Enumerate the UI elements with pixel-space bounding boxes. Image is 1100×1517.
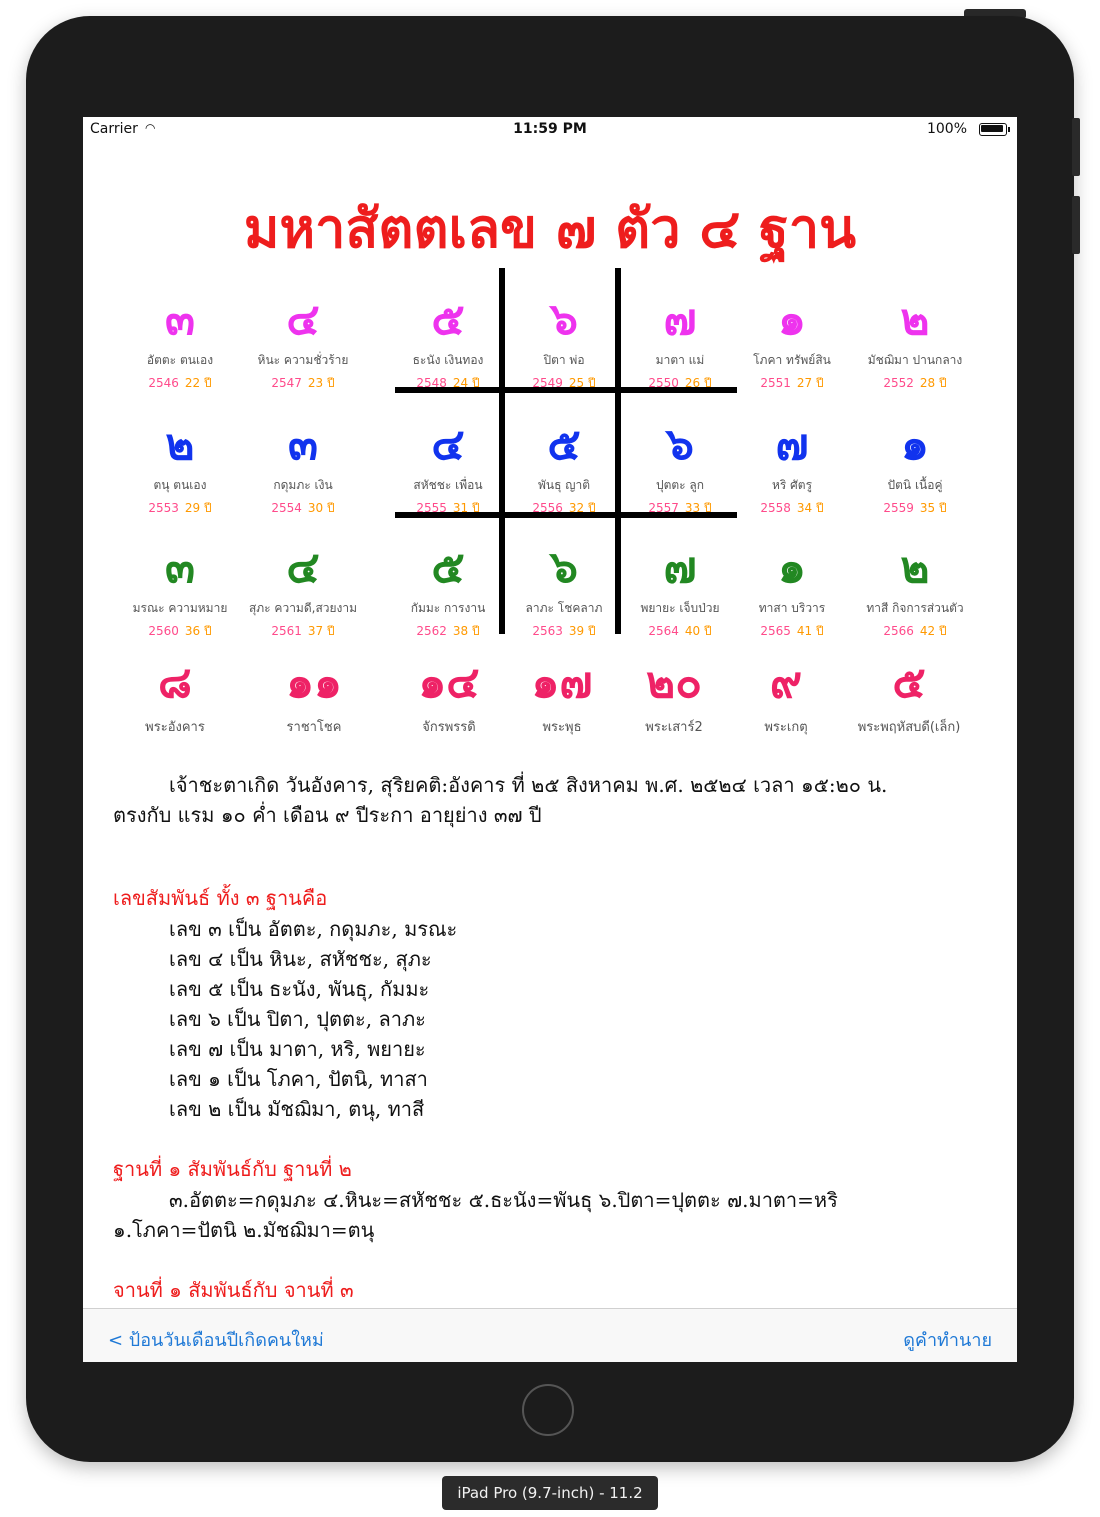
cell-number: ๔ xyxy=(431,419,465,470)
view-prediction-button[interactable]: ดูคำทำนาย xyxy=(903,1330,992,1351)
cell-age: 41 ปี xyxy=(796,624,824,638)
cell-year-age xyxy=(620,374,740,393)
birth-line-1: เจ้าชะตาเกิด วันอังคาร, สุริยคติ:อังคาร ที่ ๒๕ สิงหาคม พ.ศ. ๒๕๒๔ เวลา ๑๕:๒๐ น. xyxy=(169,773,888,797)
cell-year-age xyxy=(855,499,975,518)
cell-number: ๓ xyxy=(164,542,196,593)
planet-cell xyxy=(110,658,240,737)
grid-cell xyxy=(732,543,852,641)
cell-age: 33 ปี xyxy=(684,501,712,515)
cell-age: 34 ปี xyxy=(796,501,824,515)
cell-age: 25 ปี xyxy=(568,376,596,390)
cell-number: ๕ xyxy=(431,294,465,345)
planet-cell xyxy=(249,658,379,737)
cell-age: 31 ปี xyxy=(452,501,480,515)
relation-line: เลข ๗ เป็น มาตา, หริ, พยายะ xyxy=(169,1037,426,1061)
relation-line: เลข ๓ เป็น อัตตะ, กดุมภะ, มรณะ xyxy=(169,917,458,941)
cell-number: ๗ xyxy=(775,419,809,470)
planet-number: ๑๔ xyxy=(418,657,480,708)
cell-age: 37 ปี xyxy=(307,624,335,638)
planet-cell xyxy=(844,658,974,737)
planet-cell xyxy=(497,658,627,737)
cell-year-age xyxy=(243,622,363,641)
grid-cell xyxy=(120,543,240,641)
base13-heading: จานที่ ๑ สัมพันธ์กับ จานที่ ๓ xyxy=(113,1278,354,1302)
grid-cell xyxy=(388,543,508,641)
planet-number: ๕ xyxy=(892,657,926,708)
cell-label: ตนุ ตนเอง xyxy=(153,478,207,492)
cell-year: 2546 xyxy=(148,376,179,390)
cell-age: 36 ปี xyxy=(184,624,212,638)
cell-age: 42 ปี xyxy=(919,624,947,638)
cell-number: ๒ xyxy=(165,419,195,470)
cell-year-age xyxy=(732,499,852,518)
planet-cell xyxy=(609,658,739,737)
cell-label: ธะนัง เงินทอง xyxy=(412,353,484,367)
grid-cell xyxy=(620,543,740,641)
grid-cell xyxy=(855,543,975,641)
home-button[interactable] xyxy=(522,1384,574,1436)
cell-year: 2557 xyxy=(648,501,679,515)
cell-year: 2562 xyxy=(416,624,447,638)
cell-year: 2554 xyxy=(271,501,302,515)
cell-label: มาตา แม่ xyxy=(655,353,705,367)
cell-year: 2559 xyxy=(883,501,914,515)
planet-number: ๑๑ xyxy=(286,657,342,708)
cell-number: ๓ xyxy=(287,419,319,470)
cell-number: ๓ xyxy=(164,294,196,345)
cell-age: 22 ปี xyxy=(184,376,212,390)
cell-year-age xyxy=(855,374,975,393)
cell-number: ๑ xyxy=(778,294,806,345)
bottom-toolbar xyxy=(83,1308,1017,1362)
planet-number: ๙ xyxy=(769,657,803,708)
relation-line: เลข ๕ เป็น ธะนัง, พันธุ, กัมมะ xyxy=(169,977,430,1001)
cell-number: ๒ xyxy=(900,294,930,345)
wifi-icon: ◠ xyxy=(145,121,156,135)
cell-year: 2549 xyxy=(532,376,563,390)
device-caption: iPad Pro (9.7-inch) - 11.2 xyxy=(442,1476,658,1510)
planet-label: พระอังคาร xyxy=(145,720,205,735)
cell-year-age xyxy=(120,622,240,641)
cell-year: 2553 xyxy=(148,501,179,515)
planet-cell xyxy=(721,658,851,737)
scroll-content[interactable] xyxy=(83,141,1017,1308)
cell-year-age xyxy=(855,622,975,641)
grid-cell xyxy=(504,420,624,518)
cell-year: 2547 xyxy=(271,376,302,390)
cell-year: 2565 xyxy=(760,624,791,638)
planet-label: พระพุธ xyxy=(542,720,582,735)
cell-number: ๗ xyxy=(663,542,697,593)
grid-cell xyxy=(504,543,624,641)
cell-year: 2550 xyxy=(648,376,679,390)
birth-line-2: ตรงกับ แรม ๑๐ ค่ำ เดือน ๙ ปีระกา อายุย่าง ๓๗ ปี xyxy=(113,803,542,827)
cell-number: ๑ xyxy=(778,542,806,593)
cell-age: 30 ปี xyxy=(307,501,335,515)
page-title: มหาสัตตเลข ๗ ตัว ๔ ฐาน xyxy=(243,196,857,260)
grid-cell xyxy=(620,420,740,518)
volume-up-button xyxy=(1072,118,1080,176)
cell-age: 35 ปี xyxy=(919,501,947,515)
cell-year: 2555 xyxy=(416,501,447,515)
cell-year-age xyxy=(504,622,624,641)
volume-down-button xyxy=(1072,196,1080,254)
grid-cell xyxy=(388,295,508,393)
cell-number: ๒ xyxy=(900,542,930,593)
cell-label: กดุมภะ เงิน xyxy=(273,478,333,492)
cell-age: 40 ปี xyxy=(684,624,712,638)
cell-year-age xyxy=(620,499,740,518)
cell-label: พยายะ เจ็บป่วย xyxy=(640,601,720,615)
cell-year-age xyxy=(732,622,852,641)
cell-label: สุภะ ความดี,สวยงาม xyxy=(248,601,358,615)
cell-label: ปุตตะ ลูก xyxy=(655,478,705,492)
cell-year-age xyxy=(504,374,624,393)
grid-cell xyxy=(388,420,508,518)
cell-number: ๗ xyxy=(663,294,697,345)
planet-label: พระเกตุ xyxy=(764,720,808,735)
grid-cell xyxy=(504,295,624,393)
cell-label: ปัตนิ เนื้อคู่ xyxy=(887,478,943,492)
relation-line: เลข ๑ เป็น โภคา, ปัตนิ, ทาสา xyxy=(169,1067,428,1091)
cell-year-age xyxy=(243,499,363,518)
grid-cell xyxy=(120,420,240,518)
cell-year: 2552 xyxy=(883,376,914,390)
planet-number: ๘ xyxy=(158,657,192,708)
cell-year: 2551 xyxy=(760,376,791,390)
cell-year: 2563 xyxy=(532,624,563,638)
cell-label: สหัชชะ เพื่อน xyxy=(413,478,483,492)
cell-label: อัตตะ ตนเอง xyxy=(146,353,214,367)
cell-year: 2566 xyxy=(883,624,914,638)
cell-age: 39 ปี xyxy=(568,624,596,638)
carrier-label: Carrier xyxy=(90,121,138,137)
relation-heading: เลขสัมพันธ์ ทั้ง ๓ ฐานคือ xyxy=(113,886,328,910)
base12-line-2: ๑.โภคา=ปัตนิ ๒.มัชฌิมา=ตนุ xyxy=(113,1218,375,1242)
cell-number: ๔ xyxy=(286,294,320,345)
cell-label: โภคา ทรัพย์สิน xyxy=(753,353,831,367)
cell-year: 2561 xyxy=(271,624,302,638)
cell-label: ทาสา บริวาร xyxy=(758,601,826,615)
relation-line: เลข ๔ เป็น หินะ, สหัชชะ, สุภะ xyxy=(169,947,432,971)
grid-cell xyxy=(243,295,363,393)
cell-year-age xyxy=(120,374,240,393)
cell-year: 2564 xyxy=(648,624,679,638)
cell-label: มรณะ ความหมาย xyxy=(132,601,228,615)
planet-number: ๒๐ xyxy=(646,657,702,708)
planet-label: ราชาโชค xyxy=(286,720,342,735)
cell-label: ทาสี กิจการส่วนตัว xyxy=(866,601,964,615)
cell-age: 27 ปี xyxy=(796,376,824,390)
status-bar xyxy=(83,117,1017,141)
battery-icon xyxy=(979,123,1007,136)
cell-label: ปิตา พ่อ xyxy=(543,353,585,367)
grid-cell xyxy=(243,543,363,641)
cell-number: ๖ xyxy=(550,294,578,345)
grid-cell xyxy=(855,420,975,518)
cell-year-age xyxy=(620,622,740,641)
cell-year: 2548 xyxy=(416,376,447,390)
cell-year-age xyxy=(388,622,508,641)
cell-year-age xyxy=(120,499,240,518)
status-time: 11:59 PM xyxy=(513,121,587,137)
cell-label: พันธุ ญาติ xyxy=(537,478,590,492)
grid-cell xyxy=(120,295,240,393)
cell-year-age xyxy=(388,499,508,518)
cell-number: ๖ xyxy=(666,419,694,470)
cell-age: 38 ปี xyxy=(452,624,480,638)
cell-label: หินะ ความชั่วร้าย xyxy=(257,353,349,367)
cell-year-age xyxy=(504,499,624,518)
base12-line-1: ๓.อัตตะ=กดุมภะ ๔.หินะ=สหัชชะ ๕.ธะนัง=พันธุ ๖.ปิตา=ปุตตะ ๗.มาตา=หริ xyxy=(169,1188,838,1212)
cell-label: หริ ศัตรู xyxy=(771,478,813,492)
cell-age: 28 ปี xyxy=(919,376,947,390)
cell-number: ๖ xyxy=(550,542,578,593)
planet-label: จักรพรรดิ xyxy=(422,720,476,735)
planet-label: พระพฤหัสบดี(เล็ก) xyxy=(857,720,961,735)
grid-cell xyxy=(855,295,975,393)
relation-line: เลข ๒ เป็น มัชฌิมา, ตนุ, ทาสี xyxy=(169,1097,425,1121)
cell-year: 2556 xyxy=(532,501,563,515)
base12-heading: ฐานที่ ๑ สัมพันธ์กับ ฐานที่ ๒ xyxy=(113,1157,352,1181)
cell-age: 26 ปี xyxy=(684,376,712,390)
cell-label: มัชฌิมา ปานกลาง xyxy=(867,353,963,367)
cell-label: ลาภะ โชคลาภ xyxy=(525,601,603,615)
cell-label: กัมมะ การงาน xyxy=(410,601,486,615)
cell-year-age xyxy=(243,374,363,393)
cell-age: 32 ปี xyxy=(568,501,596,515)
app-screen xyxy=(83,117,1017,1362)
cell-year-age xyxy=(388,374,508,393)
grid-cell xyxy=(732,295,852,393)
new-birthdate-button[interactable]: < ป้อนวันเดือนปีเกิดคนใหม่ xyxy=(108,1330,324,1351)
cell-year-age xyxy=(732,374,852,393)
cell-year: 2560 xyxy=(148,624,179,638)
cell-age: 23 ปี xyxy=(307,376,335,390)
battery-percent: 100% xyxy=(926,121,967,137)
planet-label: พระเสาร์2 xyxy=(645,720,703,735)
cell-age: 24 ปี xyxy=(452,376,480,390)
cell-age: 29 ปี xyxy=(184,501,212,515)
cell-number: ๕ xyxy=(431,542,465,593)
grid-cell xyxy=(243,420,363,518)
cell-year: 2558 xyxy=(760,501,791,515)
planet-cell xyxy=(384,658,514,737)
planet-number: ๑๗ xyxy=(531,657,593,708)
cell-number: ๑ xyxy=(901,419,929,470)
grid-cell xyxy=(620,295,740,393)
cell-number: ๕ xyxy=(547,419,581,470)
relation-line: เลข ๖ เป็น ปิตา, ปุตตะ, ลาภะ xyxy=(169,1007,426,1031)
grid-cell xyxy=(732,420,852,518)
cell-number: ๔ xyxy=(286,542,320,593)
